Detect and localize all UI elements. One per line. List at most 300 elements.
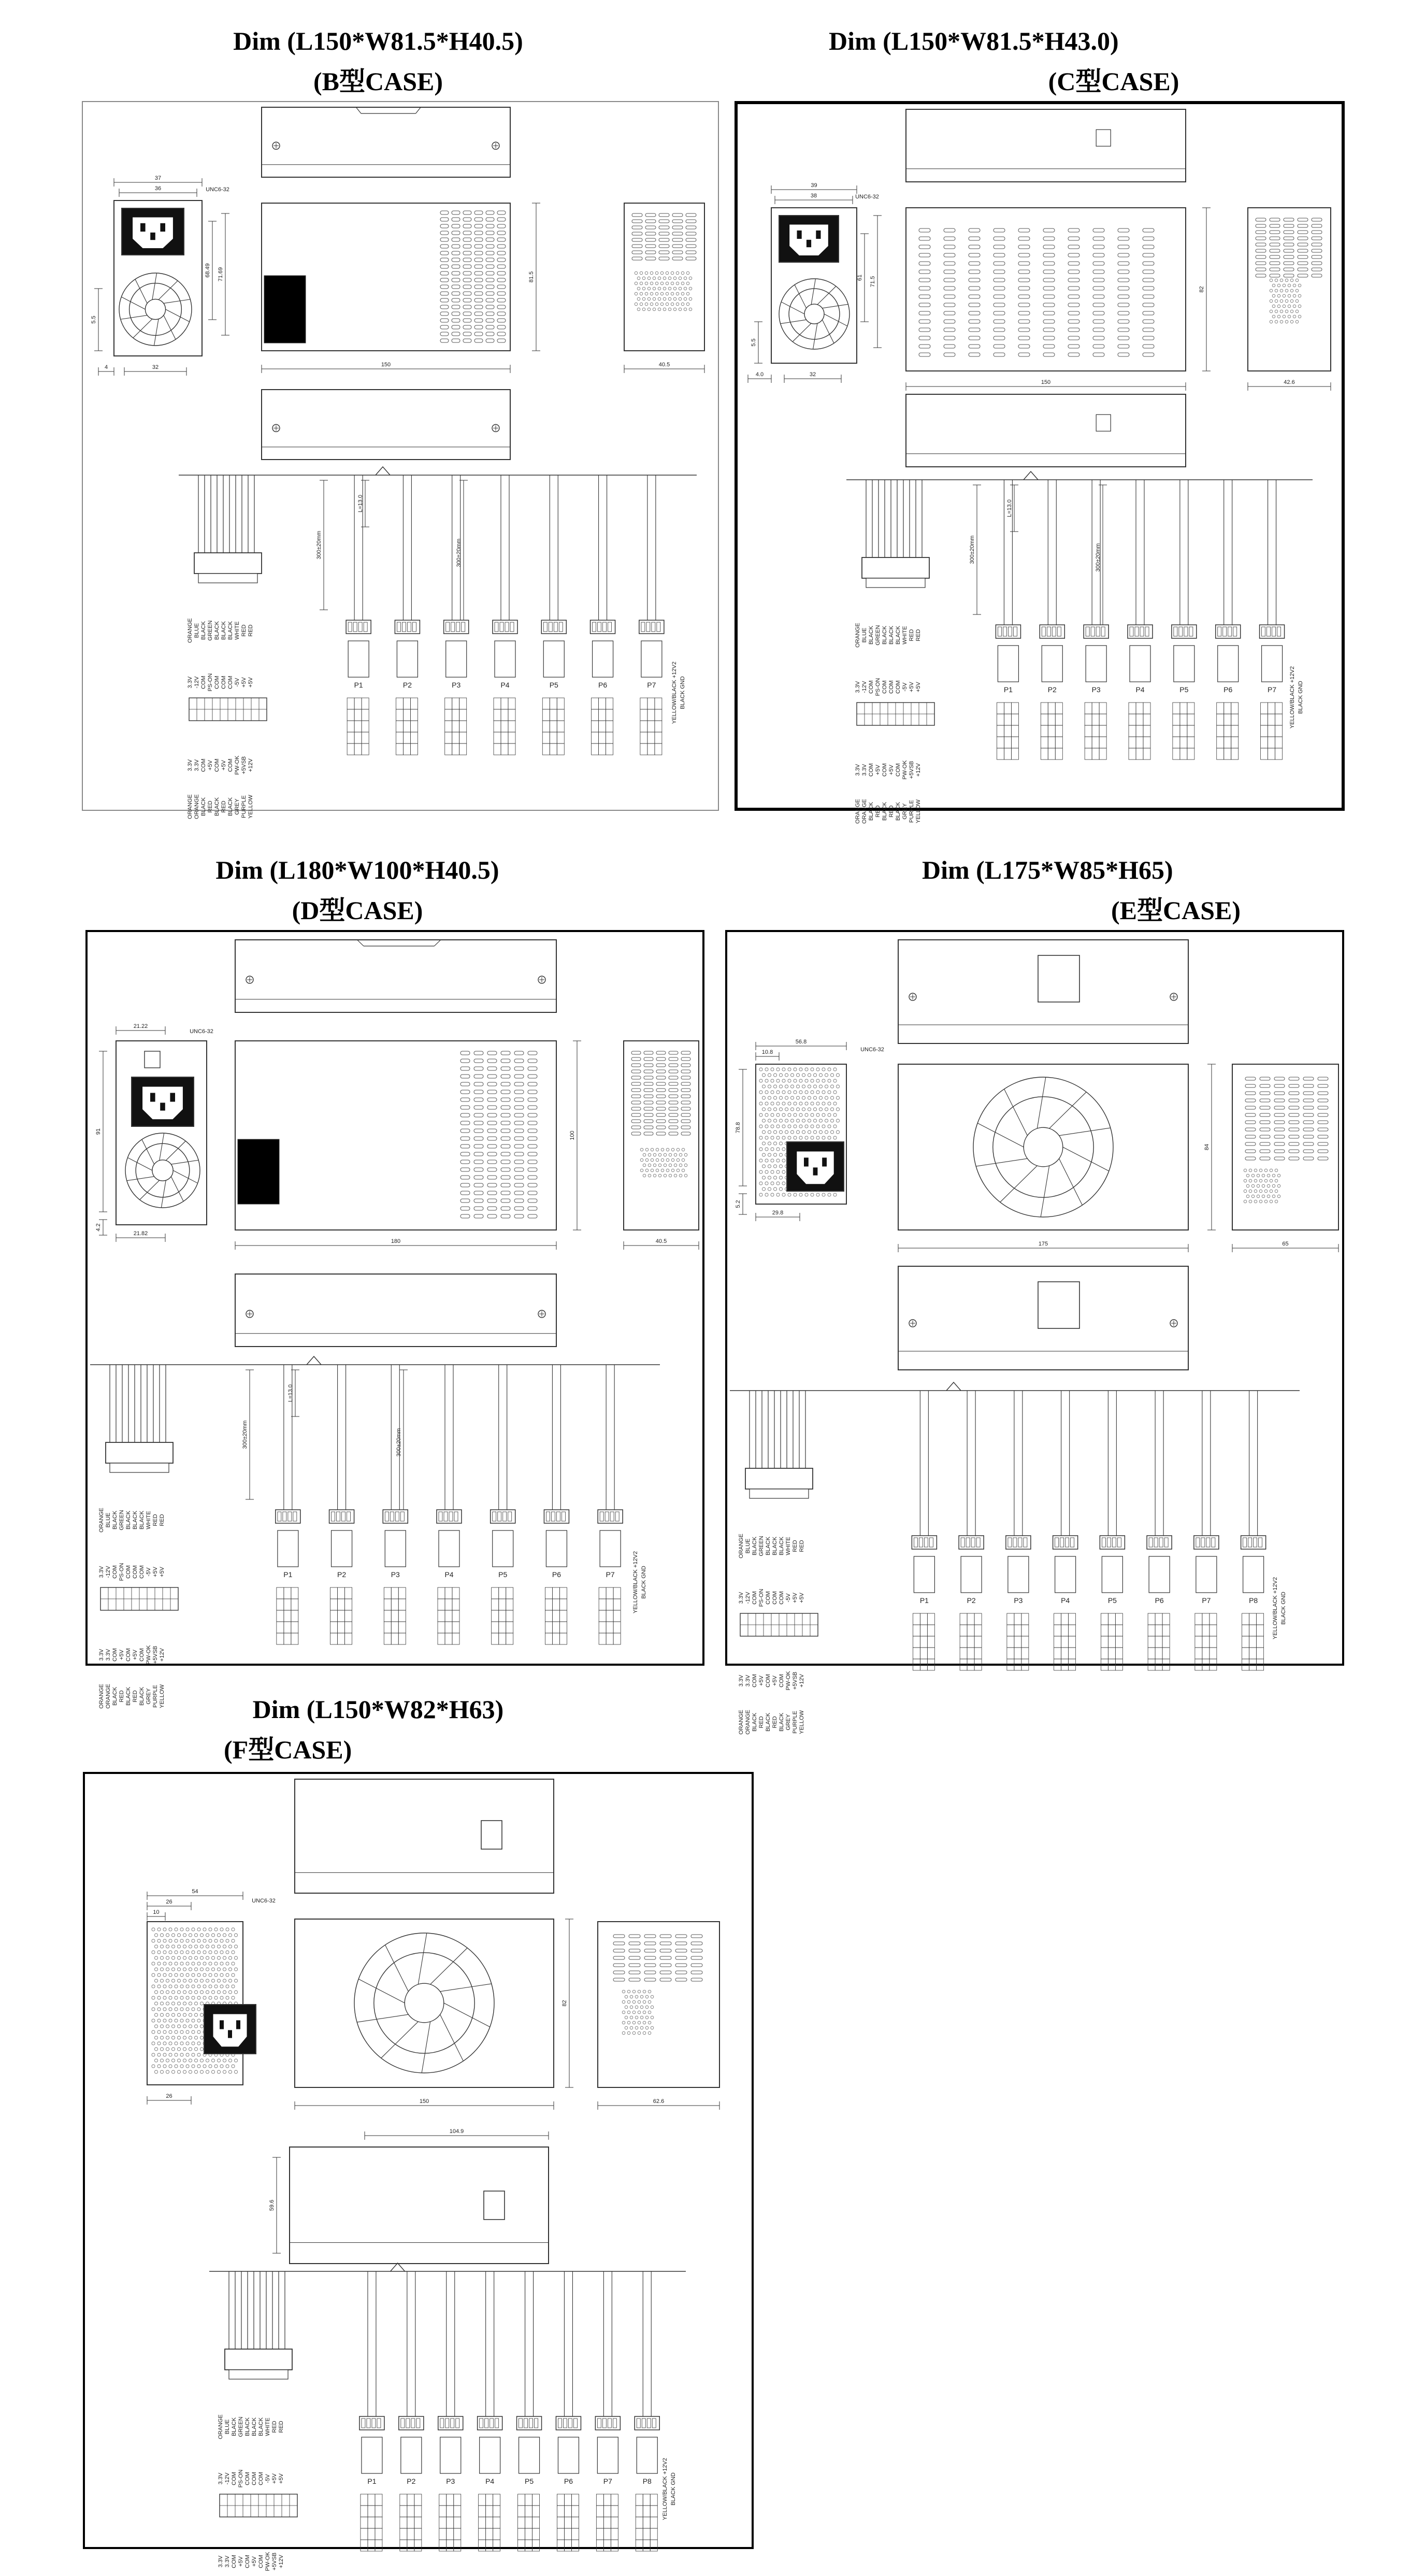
length-dim-300mm: [1095, 485, 1107, 630]
connector-label: P7: [606, 1570, 615, 1579]
pinout-cell: [1187, 725, 1194, 737]
pin-voltage-label: -5V: [234, 678, 240, 687]
pinout-cell: [599, 1610, 606, 1622]
pinout-cell: [345, 1633, 352, 1644]
pinout-cell: [439, 2517, 447, 2528]
pinout-cell: [494, 721, 501, 732]
wire-color-label: ORANGE: [855, 799, 861, 824]
connector-pin: [490, 2418, 494, 2428]
dim-label: 150: [381, 362, 391, 368]
pinout-cell: [486, 2506, 493, 2517]
wire-harness: [90, 1356, 660, 1709]
wire-color-label: RED: [271, 2421, 278, 2433]
pinout-cell: [459, 732, 467, 743]
connector-pin: [347, 1512, 351, 1521]
connector-6: [1216, 480, 1241, 760]
pinout-cell: [960, 1648, 967, 1659]
connector-face: [600, 1530, 621, 1567]
connector-pin: [919, 1538, 923, 1547]
pinout-cell: [362, 698, 369, 709]
ac-inlet-connector: [787, 1142, 844, 1191]
connector-pin: [1228, 627, 1232, 636]
connector-pinout-table: [545, 1587, 567, 1644]
pin-voltage-label: COM: [882, 763, 888, 777]
pin-voltage-label: +12V: [159, 1648, 165, 1662]
pinout-cell: [1180, 748, 1187, 760]
pin-voltage-label: COM: [200, 759, 207, 772]
pin-voltage-label: +5V: [271, 2473, 278, 2484]
connector-1: [996, 480, 1020, 760]
connector-4: [1128, 480, 1153, 760]
connector-pin: [402, 622, 406, 632]
pinout-cell: [452, 1622, 459, 1633]
pinout-cell: [400, 2540, 407, 2551]
pinout-cell: [410, 709, 417, 721]
pinout-cell: [361, 2517, 368, 2528]
pinout-cell: [611, 2528, 618, 2540]
connector-pin: [554, 622, 557, 632]
dim-label: 4.0: [755, 371, 764, 378]
pinout-cell: [525, 2517, 532, 2528]
wire-color-label: RED: [278, 2421, 284, 2433]
top-housing-view: [295, 1779, 554, 1893]
wire-color-label: WHITE: [785, 1537, 791, 1555]
connector-pinout-table: [330, 1587, 352, 1644]
pinout-cell: [647, 743, 655, 755]
pinout-cell: [1162, 1613, 1170, 1625]
connector-pin: [1008, 627, 1012, 636]
wire-color-label: ORANGE: [98, 1684, 105, 1709]
wire-color-label: BLACK: [139, 1686, 145, 1706]
pinout-cell: [532, 2517, 540, 2528]
pin-voltage-label: 3.3V: [194, 759, 200, 771]
connector-pin: [495, 622, 498, 632]
wire-color-label: WHITE: [146, 1511, 152, 1529]
pinout-cell: [493, 2517, 500, 2528]
pinout-cell: [338, 1622, 345, 1633]
pinout-cell: [410, 698, 417, 709]
pinout-cell: [1261, 714, 1268, 725]
connector-pinout-table: [361, 2494, 382, 2551]
dim-175: [898, 1241, 1188, 1252]
pinout-cell: [439, 2506, 447, 2517]
pinout-cell: [362, 709, 369, 721]
pinout-cell: [1231, 725, 1239, 737]
pinout-cell: [643, 2517, 650, 2528]
wire-color-label: GREY: [785, 1714, 791, 1730]
wire-color-label: RED: [132, 1690, 138, 1702]
case-name-c: (C型CASE): [1048, 67, 1179, 96]
bottom-housing-view: [262, 390, 510, 460]
pinout-cell: [347, 698, 354, 709]
pinout-cell: [414, 2494, 422, 2506]
connector-pin: [1248, 1538, 1252, 1547]
peripheral-connector: [639, 620, 664, 634]
connector-face: [1008, 1556, 1029, 1593]
connector-pin: [603, 622, 607, 632]
pinout-cell: [454, 2528, 461, 2540]
pinout-cell: [571, 2528, 579, 2540]
pinout-cell: [398, 1599, 406, 1610]
ac-pin: [807, 240, 811, 247]
pinout-cell: [1217, 748, 1224, 760]
wire-color-label: ORANGE: [738, 1710, 744, 1735]
pinout-cell: [396, 698, 403, 709]
dim-label: 32: [152, 364, 159, 370]
pinout-cell: [1195, 1625, 1202, 1636]
connector-face: [597, 2437, 618, 2473]
pinout-cell: [277, 1587, 284, 1599]
pinout-cell: [1268, 737, 1275, 748]
pinout-cell: [974, 1636, 982, 1648]
pinout-cell: [920, 1613, 927, 1625]
connector-pin: [1140, 627, 1144, 636]
connector-1: [912, 1391, 937, 1670]
wire-color-label: BLACK: [888, 625, 895, 645]
length-dim-300mm: [969, 485, 981, 614]
handle-cutout: [481, 1821, 502, 1849]
pinout-cell: [1014, 1648, 1021, 1659]
connector-label: P3: [1014, 1596, 1023, 1605]
main-connector-housing: [225, 2349, 292, 2370]
pinout-cell: [550, 721, 557, 732]
pin-voltage-label: +5VSB: [909, 761, 915, 779]
mechanical-drawing: [738, 104, 1342, 824]
dim-26-bottom: [147, 2093, 191, 2105]
connector-face: [1086, 646, 1106, 682]
pinout-cell: [1180, 703, 1187, 714]
wire-color-label: PURPLE: [241, 795, 247, 819]
connector-label: P5: [1107, 1596, 1117, 1605]
pinout-cell: [596, 2506, 603, 2517]
wire-color-label: BLUE: [861, 627, 868, 643]
pinout-cell: [559, 1587, 567, 1599]
pin-voltage-label: COM: [200, 676, 207, 689]
pinout-cell: [606, 1622, 613, 1633]
pinout-cell: [1011, 725, 1018, 737]
connector-1: [346, 475, 371, 755]
pin-voltage-label: +5V: [241, 677, 247, 688]
pinout-cell: [1242, 1659, 1249, 1670]
pinout-cell: [564, 2517, 571, 2528]
pin-voltage-label: PW-OK: [785, 1671, 791, 1691]
pinout-cell: [557, 732, 564, 743]
pinout-cell: [414, 2506, 422, 2517]
pin-voltage-label: COM: [779, 1674, 785, 1687]
wire-color-label: RED: [152, 1514, 159, 1526]
pinout-cell: [499, 1633, 506, 1644]
peripheral-connector: [1172, 625, 1197, 638]
pinout-cell: [479, 2506, 486, 2517]
pinout-cell: [1129, 725, 1136, 737]
pinout-cell: [1101, 1636, 1108, 1648]
pin-voltage-label: 3.3V: [98, 1649, 105, 1661]
pinout-cell: [1275, 737, 1283, 748]
pinout-cell: [1048, 725, 1055, 737]
wire-color-label: YELLOW: [799, 1710, 805, 1734]
pinout-cell: [1055, 714, 1062, 725]
pinout-cell: [493, 2506, 500, 2517]
pinout-cell: [599, 721, 606, 732]
pinout-cell: [438, 1587, 445, 1599]
pinout-cell: [1217, 737, 1224, 748]
pin-voltage-label: +5VSB: [271, 2552, 278, 2571]
pinout-cell: [927, 1648, 934, 1659]
main-connector-latch: [229, 2370, 288, 2379]
pin-voltage-label: -12V: [105, 1566, 111, 1578]
housing-outline: [290, 2147, 549, 2264]
connector-pin: [519, 2418, 523, 2428]
pinout-cell: [592, 732, 599, 743]
top-housing-view: [906, 109, 1186, 182]
pinout-cell: [1231, 748, 1239, 760]
dim-5-2: [735, 1194, 747, 1214]
pinout-cell: [494, 698, 501, 709]
peripheral-connector: [491, 1510, 515, 1523]
connector-pin: [401, 2418, 405, 2428]
dim-label: 81.5: [528, 271, 535, 283]
pinout-cell: [564, 2540, 571, 2551]
pinout-cell: [1210, 1659, 1217, 1670]
pinout-cell: [494, 743, 501, 755]
pinout-cell: [1048, 703, 1055, 714]
connector-face: [961, 1556, 982, 1593]
pin-voltage-label: -12V: [745, 1592, 751, 1604]
peripheral-connector: [493, 620, 517, 634]
connector-pin: [1130, 627, 1133, 636]
pinout-cell: [655, 698, 662, 709]
pinout-cell: [354, 743, 362, 755]
pinout-cell: [445, 732, 452, 743]
connector-face: [558, 2437, 579, 2473]
pinout-cell: [525, 2528, 532, 2540]
connector-pin: [332, 1512, 335, 1521]
pinout-cell: [1101, 1659, 1108, 1670]
wire-color-label: BLACK: [752, 1536, 758, 1556]
pinout-cell: [1061, 1659, 1069, 1670]
dim-10: [147, 1909, 165, 1921]
pinout-cell: [532, 2528, 540, 2540]
pinout-cell: [1129, 748, 1136, 760]
pinout-cell: [1055, 703, 1062, 714]
pinout-cell: [494, 732, 501, 743]
pin-voltage-label: PW-OK: [234, 755, 240, 775]
wire-color-label: BLACK: [251, 2417, 257, 2437]
connector-pin: [1196, 1538, 1200, 1547]
connector-pinout-table: [599, 1587, 621, 1644]
connector-face: [495, 641, 515, 677]
pinout-cell: [1202, 1636, 1210, 1648]
pinout-cell: [545, 1633, 552, 1644]
pinout-cell: [330, 1587, 338, 1599]
pinout-cell: [564, 2528, 571, 2540]
connector-pin: [637, 2418, 640, 2428]
connector-label: P6: [564, 2477, 573, 2485]
dim-label: 180: [391, 1238, 401, 1244]
dim-label: 68.49: [205, 263, 211, 278]
p7-wire-label: YELLOW/BLACK +12V2: [1272, 1577, 1278, 1640]
ac-pin: [804, 1157, 809, 1166]
wire-color-label: PURPLE: [792, 1710, 798, 1734]
length-dim-300mm: [456, 480, 468, 625]
connector-label: P4: [500, 681, 510, 689]
pinout-cell: [368, 2540, 375, 2551]
connector-pinout-table: [640, 698, 662, 755]
main-connector-housing: [106, 1442, 173, 1463]
pinout-cell: [362, 721, 369, 732]
pinout-cell: [459, 709, 467, 721]
pinout-cell: [1242, 1625, 1249, 1636]
pin-voltage-label: +12V: [915, 763, 922, 777]
pinout-cell: [499, 1599, 506, 1610]
ac-pin: [822, 1157, 827, 1166]
pinout-cell: [345, 1610, 352, 1622]
pinout-cell: [643, 2506, 650, 2517]
connector-pin: [1233, 627, 1237, 636]
pinout-cell: [452, 732, 459, 743]
pinout-cell: [1108, 1625, 1115, 1636]
pinout-cell: [284, 1599, 291, 1610]
pinout-cell: [532, 2494, 540, 2506]
connector-pin: [1201, 1538, 1205, 1547]
connector-5: [1172, 480, 1197, 760]
connector-pin: [395, 1512, 399, 1521]
wire-color-label: WHITE: [902, 626, 908, 645]
pinout-cell: [338, 1587, 345, 1599]
connector-face: [446, 641, 467, 677]
connector-label: P8: [642, 2477, 652, 2485]
main-connector-housing: [194, 553, 262, 574]
pinout-cell: [1069, 1613, 1076, 1625]
connector-6: [544, 1365, 569, 1644]
pinout-cell: [1011, 748, 1018, 760]
pinout-cell: [920, 1625, 927, 1636]
connector-pin: [377, 2418, 381, 2428]
front-panel-view: [748, 182, 882, 383]
pinout-cell: [967, 1625, 974, 1636]
peripheral-connector: [1260, 625, 1285, 638]
pin-voltage-label: COM: [221, 676, 227, 689]
body-outline: [295, 1919, 554, 2087]
connector-pin: [976, 1538, 980, 1547]
length-dim-l13: [287, 1370, 299, 1416]
peripheral-connector: [1194, 1536, 1219, 1549]
wire-color-label: BLACK: [772, 1536, 778, 1556]
connector-face: [1243, 1556, 1264, 1593]
connector-pin: [1066, 1538, 1069, 1547]
pinout-cell: [1136, 737, 1143, 748]
pinout-cell: [603, 2540, 611, 2551]
pinout-cell: [284, 1633, 291, 1644]
pinout-cell: [1108, 1636, 1115, 1648]
front-panel-view: [95, 1023, 213, 1242]
pinout-cell: [1249, 1659, 1257, 1670]
connector-pin: [610, 1512, 614, 1521]
pinout-cell: [1180, 714, 1187, 725]
dim-label: 21.22: [133, 1023, 148, 1029]
connector-pin: [348, 622, 352, 632]
dim-37: [114, 175, 202, 187]
connector-face: [440, 2437, 461, 2473]
pinout-cell: [384, 1633, 391, 1644]
wire-color-label: ORANGE: [745, 1710, 751, 1735]
connector-label: P7: [647, 681, 656, 689]
connector-pin: [1112, 1538, 1116, 1547]
pin-voltage-label: 3.3V: [738, 1675, 744, 1687]
pinout-cell: [400, 2517, 407, 2528]
pinout-cell: [506, 1633, 513, 1644]
connector-8: [1241, 1391, 1266, 1670]
connector-7: [639, 475, 664, 755]
pinout-cell: [559, 1633, 567, 1644]
pin-voltage-label: COM: [258, 2555, 264, 2568]
pinout-cell: [1099, 748, 1106, 760]
pinout-cell: [284, 1610, 291, 1622]
pinout-cell: [391, 1610, 398, 1622]
wire-color-label: BLACK: [231, 2417, 237, 2437]
pinout-cell: [1021, 1659, 1029, 1670]
pinout-cell: [611, 2517, 618, 2528]
dim-label: 42.6: [1284, 379, 1295, 385]
dim-text-e: Dim (L175*W85*H65): [922, 855, 1173, 884]
connector-face: [641, 641, 662, 677]
pinout-cell: [354, 709, 362, 721]
connector-6: [556, 2271, 581, 2551]
connector-label: P2: [337, 1570, 347, 1579]
connector-face: [480, 2437, 500, 2473]
pinout-cell: [1011, 714, 1018, 725]
connector-label: P6: [552, 1570, 561, 1579]
connector-pin: [1071, 1538, 1074, 1547]
connector-pinout-table: [494, 698, 515, 755]
wire-color-label: BLUE: [194, 623, 200, 638]
connector-pin: [1243, 1538, 1247, 1547]
ac-pin: [816, 231, 820, 239]
pinout-cell: [1249, 1625, 1257, 1636]
connector-pin: [568, 2418, 572, 2428]
pinout-cell: [913, 1625, 920, 1636]
pinout-cell: [384, 1587, 391, 1599]
pin-voltage-label: +5V: [799, 1593, 805, 1603]
pin-voltage-label: 3.3V: [861, 764, 868, 776]
pinout-cell: [447, 2494, 454, 2506]
dim-label: 300±20mm: [456, 538, 462, 567]
pinout-cell: [493, 2540, 500, 2551]
pin-voltage-label: +5V: [875, 765, 881, 775]
connector-8: [635, 2271, 659, 2551]
connector-6: [591, 475, 615, 755]
pinout-cell: [1242, 1636, 1249, 1648]
dim-54: [147, 1888, 243, 1900]
top-housing-view: [898, 940, 1188, 1043]
connector-pin: [600, 1512, 603, 1521]
pinout-cell: [550, 743, 557, 755]
connector-pinout-table: [1261, 703, 1283, 760]
wire-color-label: ORANGE: [861, 799, 868, 824]
pinout-cell: [439, 2494, 447, 2506]
pinout-cell: [375, 2517, 382, 2528]
pinout-cell: [1187, 737, 1194, 748]
pinout-cell: [1173, 748, 1180, 760]
connector-label: P7: [1268, 685, 1277, 694]
pinout-cell: [559, 1599, 567, 1610]
pin-voltage-label: COM: [231, 2555, 237, 2568]
dim-82: [1199, 208, 1211, 371]
connector-label: P2: [1047, 685, 1057, 694]
pinout-cell: [606, 1599, 613, 1610]
pinout-cell: [1099, 714, 1106, 725]
pinout-cell: [542, 698, 550, 709]
